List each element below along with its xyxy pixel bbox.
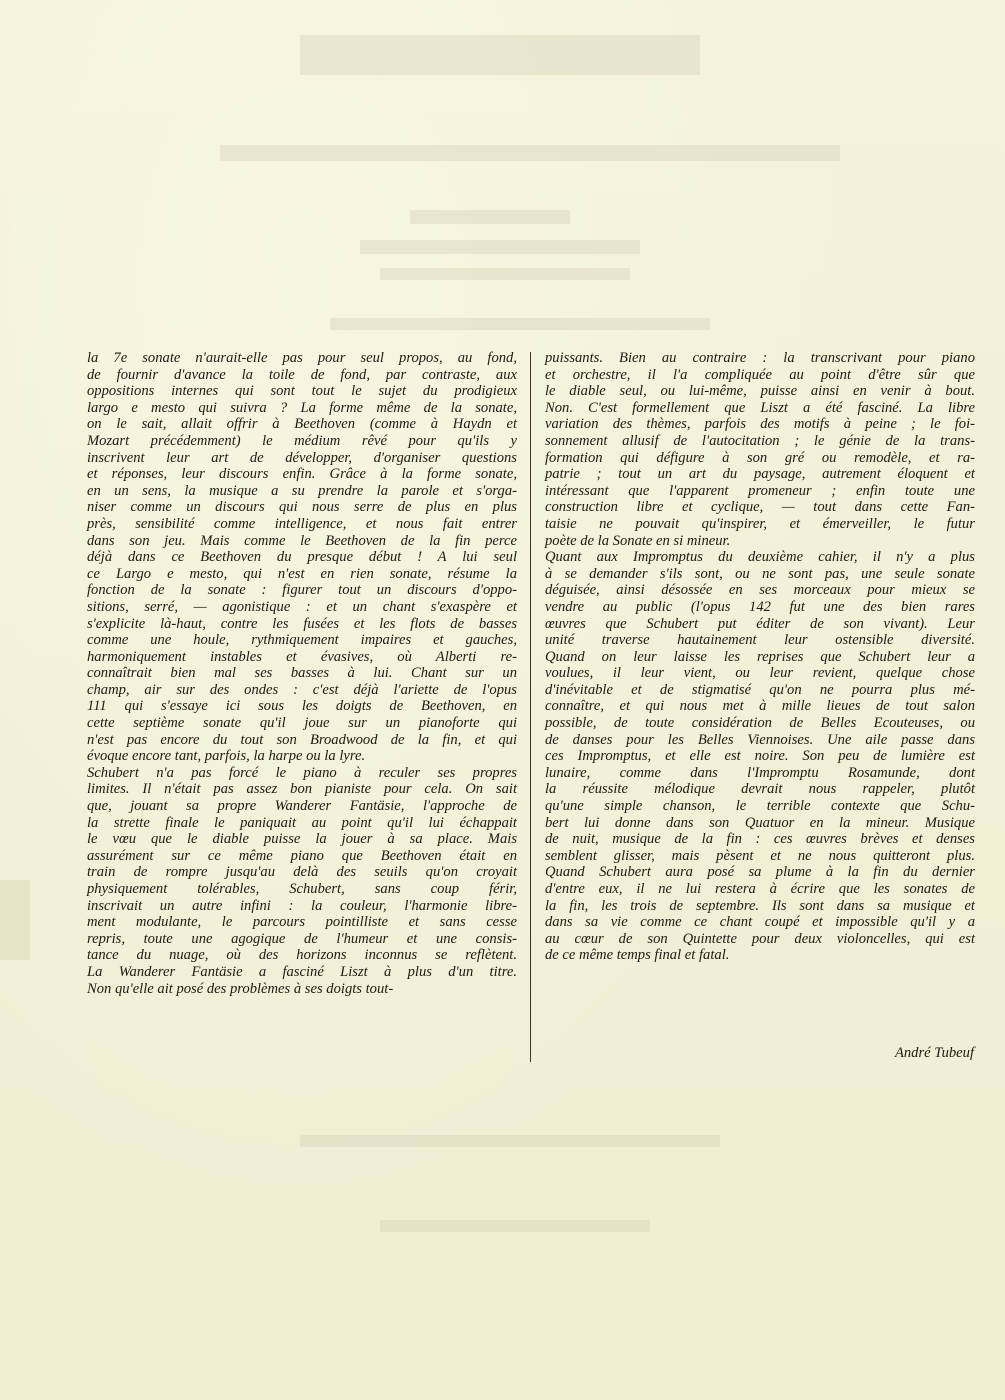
left-text-column <box>87 350 517 997</box>
text-line: limites. Il n'était pas assez bon pianiste pour cela. On sait <box>87 781 517 798</box>
text-line: dans son jeu. Mais comme le Beethoven de la fin perce <box>87 532 517 549</box>
text-line: oppositions internes qui sont tout le sujet du prodigieux <box>87 383 517 400</box>
text-line: largo e mesto qui suivra ? La forme même de la sonate, <box>87 399 517 416</box>
text-line: près, sensibilité comme intelligence, et nous fait entrer <box>87 515 517 532</box>
text-line: sitions, serré, — agonistique : et un chant s'exaspère et <box>87 598 517 615</box>
text-line: de fournir d'avance la toile de fond, par contraste, aux <box>87 366 517 383</box>
text-line: ce Largo e mesto, qui n'est en rien sonate, résume la <box>87 565 517 582</box>
text-line: et orchestre, il l'a compliquée au point d'être sûr que <box>545 366 975 383</box>
text-line: ment modulante, le parcours pointilliste et sans cesse <box>87 914 517 931</box>
column-divider <box>530 352 531 1062</box>
show-through-mark <box>360 240 640 254</box>
text-line: que, jouant sa propre Wanderer Fantäsie, l'approche de <box>87 798 517 815</box>
show-through-mark <box>380 1220 650 1232</box>
text-line: et réponses, leur discours enfin. Grâce à la forme sonate, <box>87 466 517 483</box>
text-line: la 7e sonate n'aurait-elle pas pour seul propos, au fond, <box>87 350 517 366</box>
show-through-mark <box>300 1135 720 1147</box>
text-line: repris, toute une agogique de l'humeur et une consis- <box>87 930 517 947</box>
text-line: variation des thèmes, parfois des motifs à peine ; le foi- <box>545 416 975 433</box>
text-line: la strette finale le paniquait au point qu'il lui échappait <box>87 814 517 831</box>
text-line: évoque encore tant, parfois, la harpe ou la lyre. <box>87 748 366 765</box>
text-line: de ce même temps final et fatal. <box>545 947 730 964</box>
text-line: champ, air sur des ondes : c'est déjà l'ariette de l'opus <box>87 681 517 698</box>
text-line: sonnement allusif de l'autocitation ; le génie de la trans- <box>545 432 975 449</box>
text-line: construction libre et cyclique, — tout dans cette Fan- <box>545 499 975 516</box>
text-line: La Wanderer Fantäsie a fasciné Liszt à plus d'un titre. <box>87 963 517 980</box>
text-line: Schubert n'a pas forcé le piano à reculer ses propres <box>87 764 517 781</box>
text-line: formation qui défigure à son gré ou remodèle, et ra- <box>545 449 975 466</box>
text-line: Quand Schubert aura posé sa plume à la fin du dernier <box>545 864 975 881</box>
text-line: tance du nuage, où des horizons inconnus se reflètent. <box>87 947 517 964</box>
text-line: dans sa vie comme ce chant coupé et impossible qu'il y a <box>545 914 975 931</box>
text-line: Quant aux Impromptus du deuxième cahier, il n'y a plus <box>545 549 975 566</box>
text-line: œuvres que Schubert put éditer de son vivant). Leur <box>545 615 975 632</box>
right-text-column <box>545 350 975 964</box>
show-through-mark <box>0 880 30 960</box>
text-line: qu'une simple chanson, le terrible contexte que Schu- <box>545 798 975 815</box>
text-line: lunaire, comme dans l'Impromptu Rosamunde, dont <box>545 764 975 781</box>
text-line: assurément sur ce même piano que Beethoven était en <box>87 847 517 864</box>
text-line: Mozart précédemment) le médium rêvé pour qu'ils y <box>87 432 517 449</box>
text-line: déjà dans ce Beethoven du presque début ! A lui seul <box>87 549 517 566</box>
text-line: Non. C'est formellement que Liszt a été fasciné. La libre <box>545 399 975 416</box>
text-line: harmoniquement instables et évasives, où Alberti re- <box>87 648 517 665</box>
text-line: physiquement tolérables, Schubert, sans coup férir, <box>87 881 517 897</box>
text-line: cette septième sonate qu'il joue sur un pianoforte qui <box>87 715 517 732</box>
text-line: taisie ne pouvait qu'inspirer, et émerveiller, le futur <box>545 515 975 532</box>
text-line: connaître, et qui nous met à mille lieues de tout salon <box>545 698 975 715</box>
text-line: bert lui donne dans son Quatuor en la mineur. Musique <box>545 814 975 831</box>
text-line: on le sait, allait offrir à Beethoven (comme à Haydn et <box>87 416 517 433</box>
text-line: de danses pour les Belles Viennoises. Une aile passe dans <box>545 731 975 748</box>
text-line: inscrivait un autre infini : la couleur, l'harmonie libre- <box>87 897 517 914</box>
text-line: la fin, les trois de septembre. Ils sont dans sa musique et <box>545 897 975 914</box>
text-line: fonction de la sonate : figurer tout un discours d'oppo- <box>87 582 517 599</box>
text-line: semblent glisser, mais pèsent et ne nous quitteront plus. <box>545 847 975 864</box>
text-line: inscrivent leur art de développer, d'organiser questions <box>87 449 517 466</box>
text-line: n'est pas encore du tout son Broadwood de la fin, et qui <box>87 731 517 748</box>
text-line: de nuit, musique de la fin : ces œuvres brèves et denses <box>545 831 975 848</box>
text-line: Non qu'elle ait posé des problèmes à ses doigts tout- <box>87 980 394 997</box>
text-line: déguisée, ainsi désossée en ses morceaux pour mieux se <box>545 582 975 599</box>
text-line: intéressant que l'apparent promeneur ; enfin toute une <box>545 482 975 499</box>
show-through-mark <box>410 210 570 224</box>
text-line: le vœu que le diable puisse la jouer à sa place. Mais <box>87 831 517 848</box>
text-line: connaîtrait bien mal ses basses à lui. Chant sur un <box>87 665 517 682</box>
text-line: poète de la Sonate en si mineur. <box>545 532 731 549</box>
text-line: vendre au public (l'opus 142 fut une des bien rares <box>545 598 975 615</box>
text-line: niser comme un discours qui nous serre de plus en plus <box>87 499 517 516</box>
text-line: d'inévitable et de stigmatisé qu'on ne pourra plus mé- <box>545 681 975 698</box>
text-line: la réussite mélodique devrait nous rappeler, plutôt <box>545 781 975 798</box>
text-line: puissants. Bien au contraire : la transcrivant pour piano <box>545 350 975 366</box>
text-line: voulues, il leur vient, ou leur revient, quelque chose <box>545 665 975 682</box>
text-line: comme une houle, rythmiquement impaires et gauches, <box>87 632 517 649</box>
text-line: à se demander s'ils sont, ou ne sont pas, une seule sonate <box>545 565 975 582</box>
text-line: d'entre eux, il ne lui restera à écrire que les sonates de <box>545 881 975 897</box>
text-line: s'explicite là-haut, contre les fusées et les flots de basses <box>87 615 517 632</box>
text-line: patrie ; tout un art du paysage, autrement éloquent et <box>545 466 975 483</box>
author-signature: André Tubeuf <box>894 1045 974 1061</box>
text-line: train de rompre jusqu'au delà des seuils qu'on croyait <box>87 864 517 881</box>
text-line: unité traverse hautainement leur ostensible diversité. <box>545 632 975 649</box>
text-line: ces Impromptus, et elle est noire. Son peu de lumière est <box>545 748 975 765</box>
show-through-mark <box>300 35 700 75</box>
text-line: possible, de toute considération de Belles Ecouteuses, ou <box>545 715 975 732</box>
text-line: 111 qui s'essaye ici sous les doigts de Beethoven, en <box>87 698 517 715</box>
text-line: au cœur de son Quintette pour deux violoncelles, qui est <box>545 930 975 947</box>
show-through-mark <box>330 318 710 330</box>
show-through-mark <box>380 268 630 280</box>
text-line: le diable seul, ou lui-même, puisse ainsi en venir à bout. <box>545 383 975 400</box>
text-line: en un sens, la musique a su prendre la parole et s'orga- <box>87 482 517 499</box>
show-through-mark <box>220 145 840 161</box>
text-line: Quand on leur laisse les reprises que Schubert leur a <box>545 648 975 665</box>
